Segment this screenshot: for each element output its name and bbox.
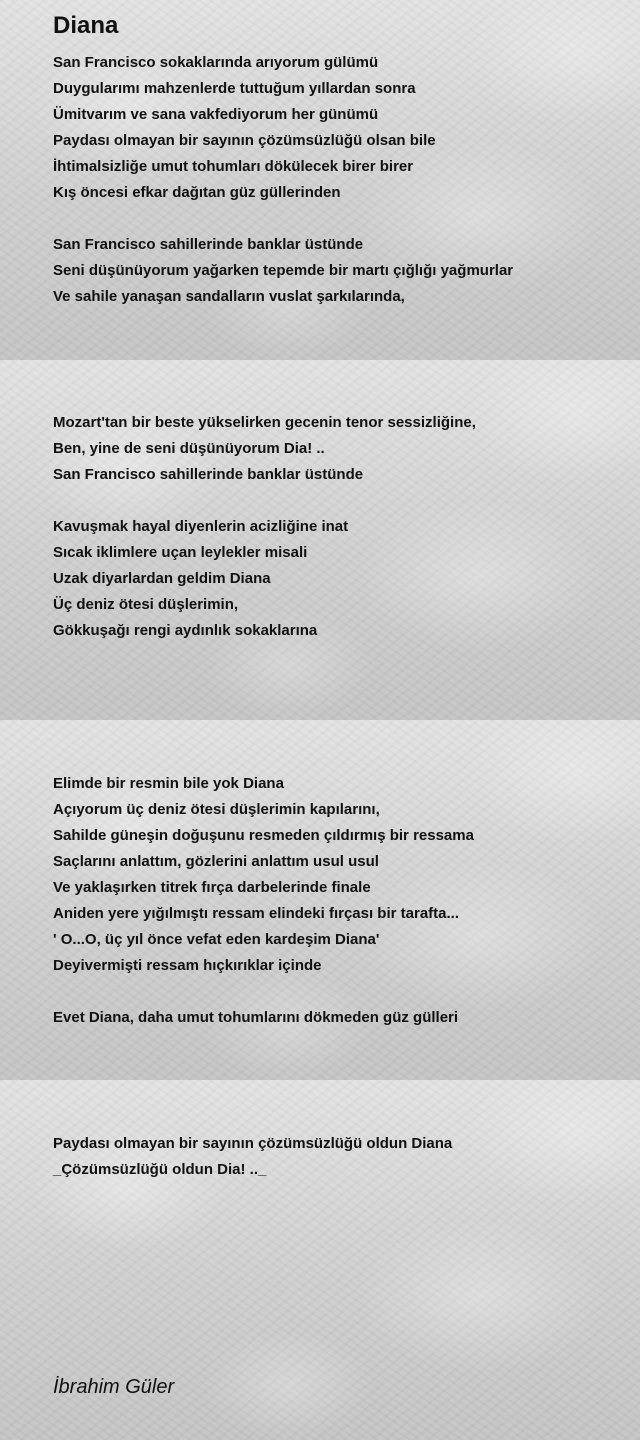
poem-line: Ve yaklaşırken titrek fırça darbelerinde finale: [53, 879, 371, 896]
poem-line: Ümitvarım ve sana vakfediyorum her günümü: [53, 106, 379, 123]
stanza-2: [53, 232, 513, 310]
poem-panel-1: [0, 0, 640, 360]
poem-line: San Francisco sahillerinde banklar üstünde: [53, 236, 364, 253]
poem-line: Evet Diana, daha umut tohumlarını dökmeden güz gülleri: [53, 1009, 459, 1026]
poem-line: Ben, yine de seni düşünüyorum Dia! ..: [53, 440, 325, 457]
poem-line: İhtimalsizliğe umut tohumları dökülecek birer birer: [53, 158, 414, 175]
poem-title: Diana: [53, 12, 119, 39]
poem-panel-4: [0, 1080, 640, 1440]
poem-line: Açıyorum üç deniz ötesi düşlerimin kapılarını,: [53, 801, 380, 818]
poem-line: _Çözümsüzlüğü oldun Dia! .._: [53, 1161, 267, 1178]
poem-line: Kış öncesi efkar dağıtan güz güllerinden: [53, 184, 341, 201]
poem-line: San Francisco sahillerinde banklar üstünde: [53, 466, 364, 483]
stanza-5: [53, 771, 474, 979]
poem-line: Gökkuşağı rengi aydınlık sokaklarına: [53, 622, 318, 639]
poem-line: Ve sahile yanaşan sandalların vuslat şarkılarında,: [53, 288, 405, 305]
stanza-3: [53, 410, 476, 488]
stanza-4: [53, 514, 348, 644]
poem-line: Duygularımı mahzenlerde tuttuğum yıllardan sonra: [53, 80, 416, 97]
stanza-6: [53, 1005, 458, 1031]
poem-line: Seni düşünüyorum yağarken tepemde bir martı çığlığı yağmurlar: [53, 262, 514, 279]
poem-line: Aniden yere yığılmıştı ressam elindeki fırçası bir tarafta...: [53, 905, 459, 922]
poem-line: Sahilde güneşin doğuşunu resmeden çıldırmış bir ressama: [53, 827, 474, 844]
poem-author: İbrahim Güler: [53, 1376, 175, 1398]
stanza-1: [53, 50, 436, 206]
poem-panel-2: [0, 360, 640, 720]
poem-line: Üç deniz ötesi düşlerimin,: [53, 596, 239, 613]
poem-line: Paydası olmayan bir sayının çözümsüzlüğü olsan bile: [53, 132, 436, 149]
poem-line: Paydası olmayan bir sayının çözümsüzlüğü oldun Diana: [53, 1135, 453, 1152]
poem-line: Elimde bir resmin bile yok Diana: [53, 775, 284, 792]
poem-line: Saçlarını anlattım, gözlerini anlattım usul usul: [53, 853, 379, 870]
poem-line: Kavuşmak hayal diyenlerin acizliğine inat: [53, 518, 349, 535]
poem-line: Deyivermişti ressam hıçkırıklar içinde: [53, 957, 322, 974]
poem-line: Sıcak iklimlere uçan leylekler misali: [53, 544, 308, 561]
poem-line: San Francisco sokaklarında arıyorum gülümü: [53, 54, 379, 71]
poem-line: Mozart'tan bir beste yükselirken gecenin tenor sessizliğine,: [53, 414, 476, 431]
poem-line: Uzak diyarlardan geldim Diana: [53, 570, 271, 587]
poem-panel-3: [0, 720, 640, 1080]
poem-line: ' O...O, üç yıl önce vefat eden kardeşim Diana': [53, 931, 380, 948]
stanza-7: [53, 1131, 452, 1183]
